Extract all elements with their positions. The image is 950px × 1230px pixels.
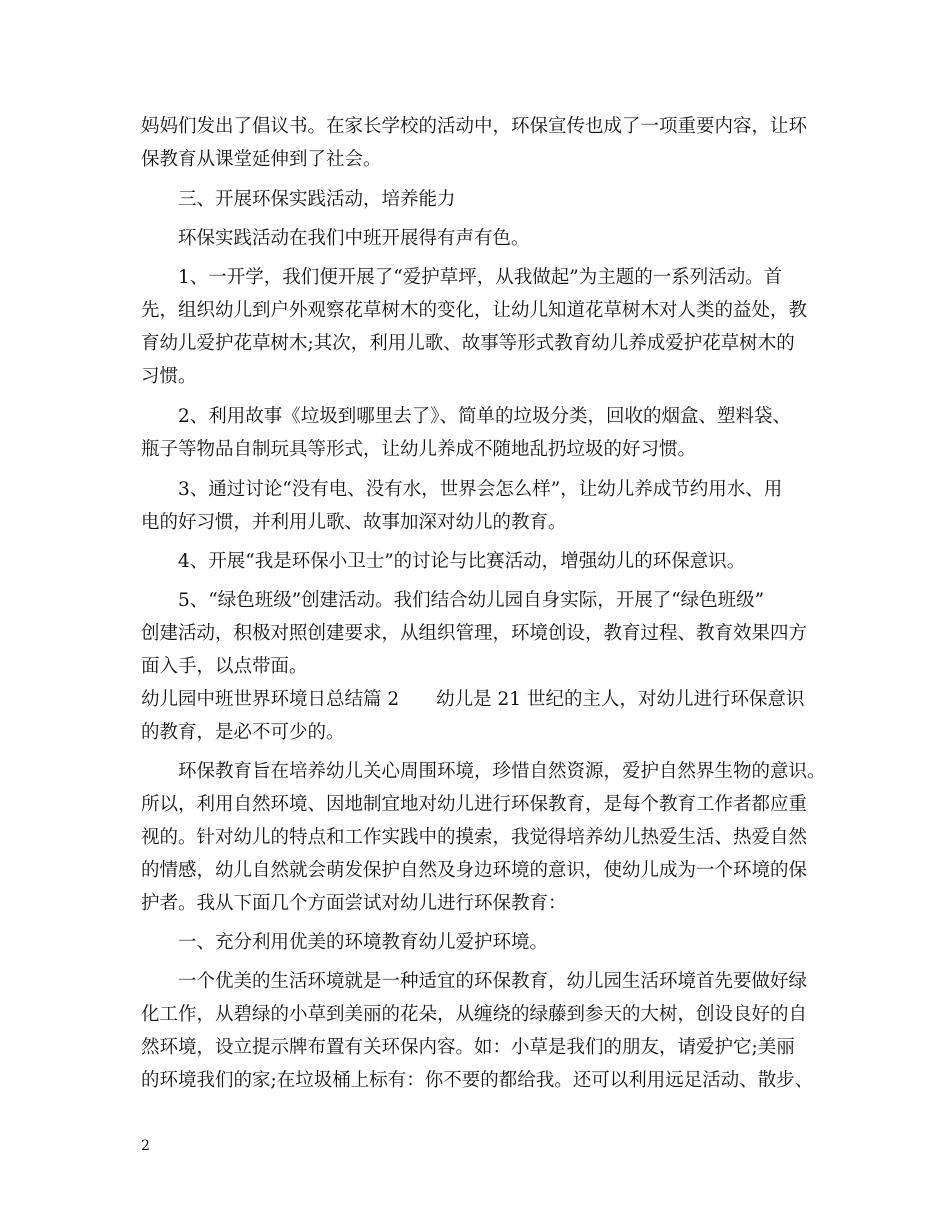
text-line: 的情感，幼儿自然就会萌发保护自然及身边环境的意识，使幼儿成为一个环境的保 — [141, 860, 808, 881]
text-line: 瓶子等物品自制玩具等形式，让幼儿养成不随地乱扔垃圾的好习惯。 — [141, 439, 697, 460]
text-line: 化工作，从碧绿的小草到美丽的花朵，从缠绕的绿藤到参天的大树，创设良好的自 — [141, 1004, 808, 1025]
text-line: 保教育从课堂延伸到了社会。 — [141, 149, 382, 170]
text-line: 的环境我们的家;在垃圾桶上标有：你不要的都给我。还可以利用远足活动、散步、 — [141, 1070, 814, 1091]
text-line: 习惯。 — [141, 366, 197, 387]
text-line: 面入手，以点带面。 — [141, 656, 308, 677]
text-line: 一个优美的生活环境就是一种适宜的环保教育，幼儿园生活环境首先要做好绿 — [178, 971, 808, 992]
section-heading: 三、开展环保实践活动，培养能力 — [178, 189, 456, 210]
text-line: 护者。我从下面几个方面尝试对幼儿进行环保教育： — [141, 893, 567, 914]
page-number: 2 — [141, 1138, 150, 1154]
text-line: 环保实践活动在我们中班开展得有声有色。 — [178, 228, 530, 249]
text-line: 先，组织幼儿到户外观察花草树木的变化，让幼儿知道花草树木对人类的益处，教 — [141, 300, 808, 321]
text-line: 5、“绿色班级”创建活动。我们结合幼儿园自身实际，开展了“绿色班级” — [178, 590, 765, 611]
text-line: 然环境，设立提示牌布置有关环保内容。如：小草是我们的朋友，请爱护它;美丽 — [141, 1037, 795, 1058]
section-heading: 一、充分利用优美的环境教育幼儿爱护环境。 — [178, 932, 549, 953]
text-line: 4、开展“我是环保小卫士”的讨论与比赛活动，增强幼儿的环保意识。 — [178, 551, 746, 572]
text-line: 育幼儿爱护花草树木;其次，利用儿歌、故事等形式教育幼儿养成爱护花草树木的 — [141, 333, 795, 354]
text-line: 的教育，是必不可少的。 — [141, 722, 345, 743]
text-line: 2、利用故事《垃圾到哪里去了》、简单的垃圾分类，回收的烟盒、塑料袋、 — [178, 406, 792, 427]
text-line: 环保教育旨在培养幼儿关心周围环境，珍惜自然资源，爱护自然界生物的意识。 — [178, 761, 826, 782]
article-title-line: 幼儿园中班世界环境日总结篇 2 幼儿是 21 世纪的主人，对幼儿进行环保意识 — [141, 689, 805, 710]
text-line: 视的。针对幼儿的特点和工作实践中的摸索，我觉得培养幼儿热爱生活、热爱自然 — [141, 827, 808, 848]
text-line: 电的好习惯，并利用儿歌、故事加深对幼儿的教育。 — [141, 512, 567, 533]
text-line: 妈妈们发出了倡议书。在家长学校的活动中，环保宣传也成了一项重要内容，让环 — [141, 116, 808, 137]
text-line: 所以，利用自然环境、因地制宜地对幼儿进行环保教育，是每个教育工作者都应重 — [141, 794, 808, 815]
text-line: 创建活动，积极对照创建要求，从组织管理，环境创设，教育过程、教育效果四方 — [141, 623, 808, 644]
text-line: 1、一开学，我们便开展了“爱护草坪，从我做起”为主题的一系列活动。首 — [178, 267, 783, 288]
text-line: 3、通过讨论“没有电、没有水，世界会怎么样”，让幼儿养成节约用水、用 — [178, 479, 783, 500]
